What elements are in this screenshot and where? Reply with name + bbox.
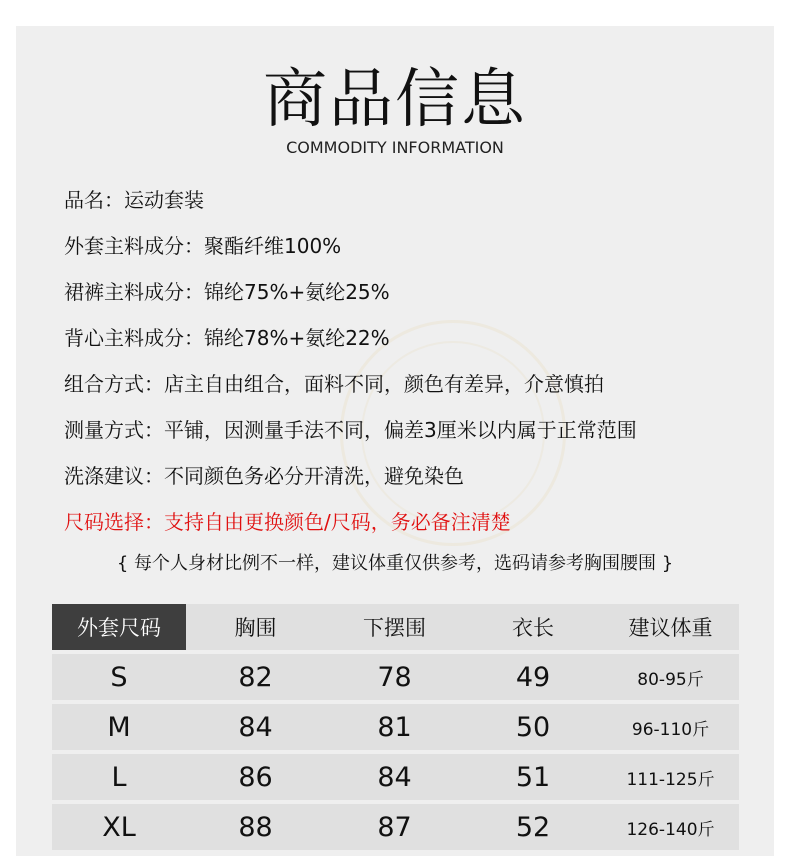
cell-size: S	[52, 654, 186, 700]
header-jacket-size: 外套尺码	[52, 604, 186, 650]
cell-length: 51	[464, 754, 602, 800]
info-size-selection: 尺码选择：支持自由更换颜色/尺码，务必备注清楚	[64, 510, 511, 534]
cell-hem: 84	[325, 754, 464, 800]
cell-weight: 96-110斤	[602, 704, 739, 750]
header-chest: 胸围	[186, 604, 325, 650]
size-note: { 每个人身材比例不一样，建议体重仅供参考，选码请参考胸围腰围 }	[116, 553, 674, 574]
cell-weight: 111-125斤	[602, 754, 739, 800]
cell-chest: 82	[186, 654, 325, 700]
info-jacket-material: 外套主料成分：聚酯纤维100%	[64, 234, 342, 258]
table-row	[52, 754, 739, 800]
page-title: 商品信息	[263, 63, 527, 137]
header-weight: 建议体重	[602, 604, 739, 650]
cell-size: XL	[52, 804, 186, 850]
cell-size: L	[52, 754, 186, 800]
product-info-list	[64, 180, 637, 548]
cell-hem: 87	[325, 804, 464, 850]
cell-chest: 84	[186, 704, 325, 750]
info-washing: 洗涤建议：不同颜色务必分开清洗，避免染色	[64, 464, 464, 488]
table-header-row	[52, 604, 739, 650]
table-row	[52, 704, 739, 750]
size-table	[52, 600, 739, 854]
cell-hem: 78	[325, 654, 464, 700]
info-combination: 组合方式：店主自由组合，面料不同，颜色有差异，介意慎拍	[64, 372, 604, 396]
info-measurement: 测量方式：平铺，因测量手法不同，偏差3厘米以内属于正常范围	[64, 418, 637, 442]
cell-size: M	[52, 704, 186, 750]
header-length: 衣长	[464, 604, 602, 650]
cell-chest: 86	[186, 754, 325, 800]
cell-hem: 81	[325, 704, 464, 750]
table-row	[52, 804, 739, 850]
info-vest-material: 背心主料成分：锦纶78%+氨纶22%	[64, 326, 390, 350]
cell-length: 50	[464, 704, 602, 750]
page-subtitle: COMMODITY INFORMATION	[286, 138, 504, 157]
cell-weight: 80-95斤	[602, 654, 739, 700]
cell-chest: 88	[186, 804, 325, 850]
cell-length: 49	[464, 654, 602, 700]
header-hem: 下摆围	[325, 604, 464, 650]
cell-weight: 126-140斤	[602, 804, 739, 850]
table-row	[52, 654, 739, 700]
info-product-name: 品名：运动套装	[64, 188, 204, 212]
info-skirt-material: 裙裤主料成分：锦纶75%+氨纶25%	[64, 280, 390, 304]
cell-length: 52	[464, 804, 602, 850]
